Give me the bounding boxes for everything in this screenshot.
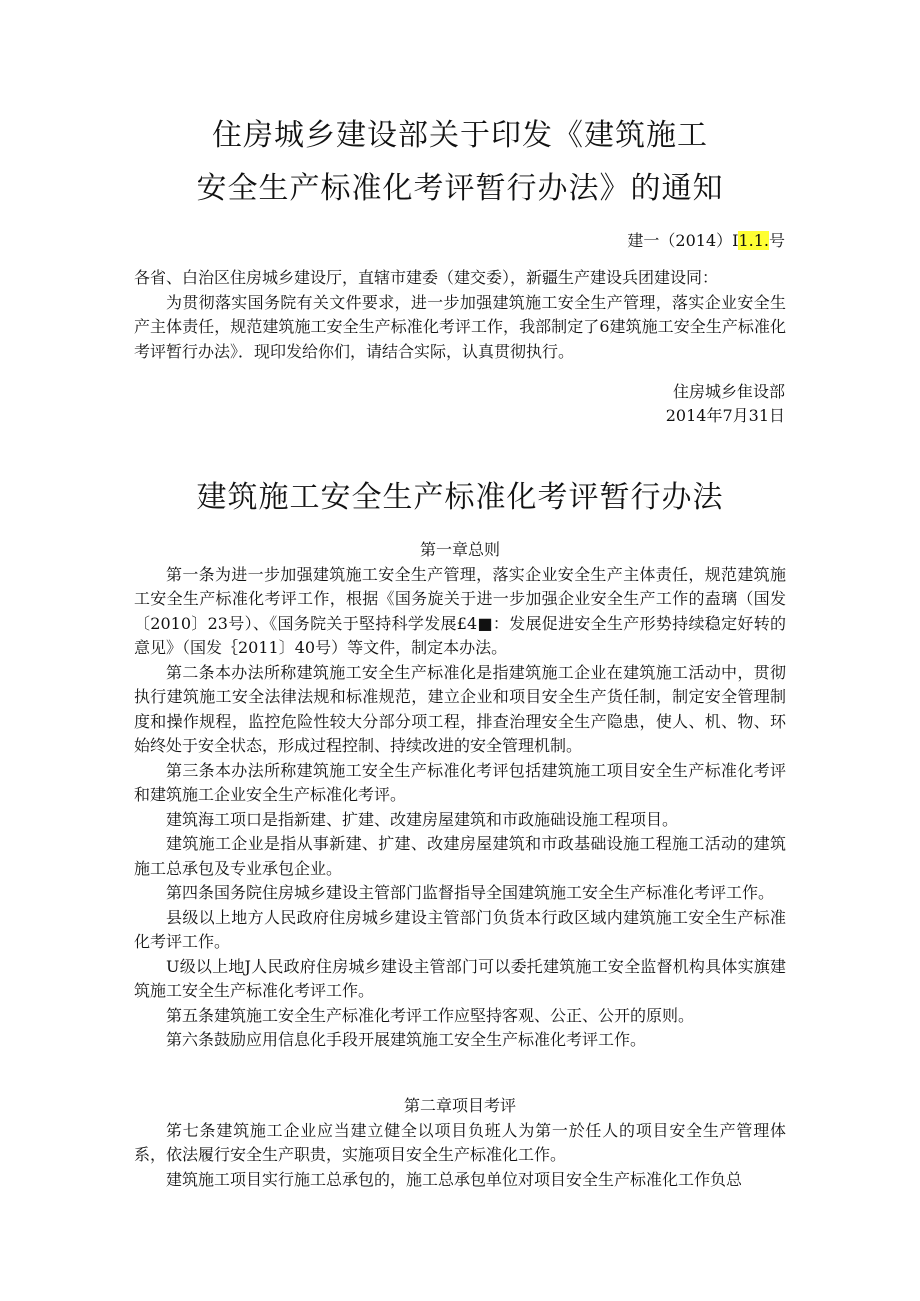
notice-title-line-1: 住房城乡建设部关于印发《建筑施工	[212, 118, 708, 153]
chapter-2-section	[134, 1094, 786, 1192]
article-3-enterprise-definition: 建筑施工企业是指从事新建、扩建、改建房屋建筑和市政基础设施工程施工活动的建筑施工总承包及专业承包企业。	[134, 834, 786, 878]
chapter-1-section	[134, 538, 786, 1053]
article-3: 第三条本办法所称建筑施工安全生产标准化考评包括建筑施工项目安全生产标准化考评和建筑施工企业安全生产标准化考评。	[134, 760, 786, 804]
article-3-project-definition: 建筑海工项口是指新建、扩建、改建房屋建筑和市政施础设施工程项目。	[166, 809, 679, 829]
article-2: 第二条本办法所称建筑施工安全生产标准化是指建筑施工企业在建筑施工活动中，贯彻执行建筑施工安全法律法规和标准规范，建立企业和项目安全生产货任制，制定安全管理制度和操作规程，监控危险性较大分部分项工程，排查治理安全生产隐患，使人、机、物、环始终处于安全状态，形成过程控制、持续改进的安全管理机制。	[134, 662, 786, 755]
chapter-2-heading: 第二章项目考评	[403, 1096, 516, 1115]
article-4: 第四条国务院住房城乡建设主管部门监督指导全国建筑施工安全生产标准化考评工作。	[166, 883, 775, 902]
notice-title-line-2: 安全生产标准化考评暂行办法》的通知	[196, 171, 724, 206]
document-number-highlight: 1.1.	[738, 231, 769, 250]
notice-signature: 住房城乡隹设部	[672, 382, 785, 401]
document-number-suffix: 号	[768, 231, 785, 250]
article-7-general-contracting: 建筑施工项目实行施工总承包的，施工总承包单位对项目安全生产标准化工作负总	[166, 1169, 743, 1189]
notice-paragraph: 为贯彻落实国务院有关文件要求，进一步加强建筑施工安全生产管理，落实企业安全生产主体责任，规范建筑施工安全生产标准化考评工作，我部制定了6建筑施工安全生产标准化考评暂行办法》．现印发给你们，请结合实际，认真贯彻执行。	[134, 292, 786, 361]
notice-addressee: 各省、白治区住房城乡建设厅，直辖市建委（建交委），新疆生产建设兵团建设同：	[134, 268, 719, 287]
chapter-1-heading: 第一章总则	[419, 540, 500, 559]
article-6: 第六条鼓励应用信息化手段开展建筑施工安全生产标准化考评工作。	[166, 1030, 647, 1049]
document-number	[627, 229, 785, 253]
article-7: 笫七条建筑施工企业应当建立健全以项目负班人为第一於任人的项目安全生产管理体系，依法履行安全生产职贵，实施项目安全生产标准化工作。	[134, 1120, 786, 1164]
article-1: 第一条为进一步加强建筑施工安全生产管理，落实企业安全生产主体责任，规范建筑施工安全生产标准化考评工作，根据《国务旋关于进一步加强企业安全生产工作的盍璃（国发〔2010〕23号）、《国务院关于堅持科学发展£4■：发展促进安全生产形势持续稳定好转的意见》（国发｛2011〕40号）等文件，制定本办法。	[134, 564, 786, 657]
document-number-prefix: 建一（2014）I	[627, 231, 739, 250]
article-4-delegation: U级以上地J人民政府住房城乡建设主管部门可以委托建筑施工安全监督机构具体实旗建筑施工安全生产标准化考评工作。	[134, 956, 786, 1000]
article-5: 第五条建筑施工安全生产标准化考评工作应堅持客观、公正、公开的原则。	[166, 1005, 695, 1025]
notice-body	[134, 266, 786, 364]
notice-date: 2014年7月31日	[665, 406, 785, 425]
article-4-county-level: 县级以上地方人民政府住房城乡建设主管部门负货本行政区域内建筑施工安全生产标准化考评工作。	[134, 907, 786, 951]
measures-title: 建筑施工安全生产标准化考评暂行办法	[196, 480, 724, 515]
